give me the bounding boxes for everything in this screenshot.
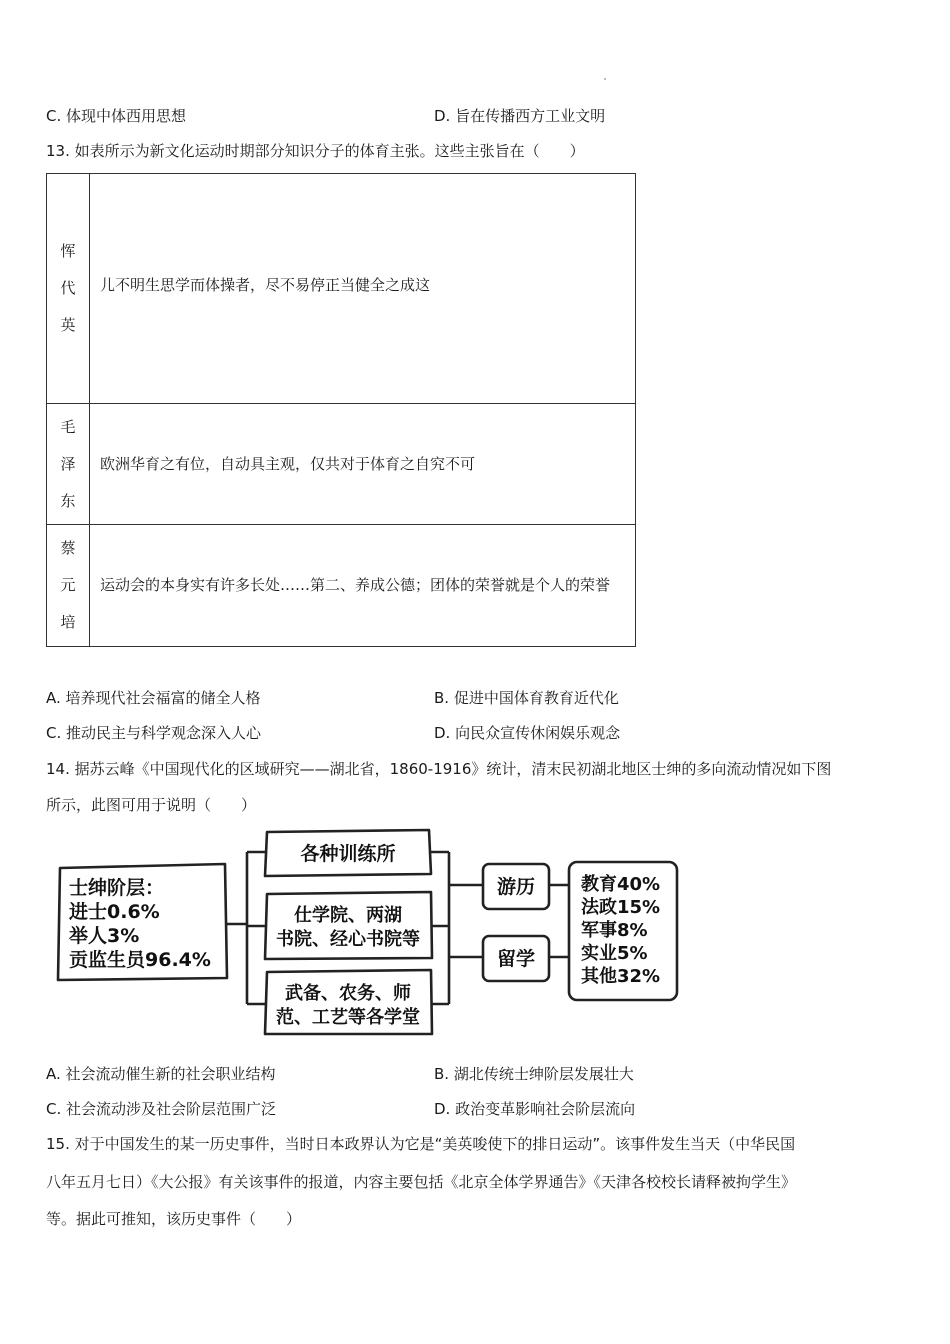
connector-line [549,885,569,957]
gentry-item: 举人3% [69,925,140,947]
outcome-item: 实业5% [581,943,648,964]
q14-option-d[interactable]: D. 政治变革影响社会阶层流向 [434,1100,636,1118]
q12-option-c[interactable]: C. 体现中体西用思想 [46,107,187,125]
q14-stem-line2: 所示，此图可用于说明（ ） [46,796,257,814]
q14-option-b[interactable]: B. 湖北传统士绅阶层发展壮大 [434,1065,634,1083]
q15-stem-line1: 15. 对于中国发生的某一历史事件，当时日本政界认为它是“美英唆使下的排日运动”。该事件发生当天（中华民国 [46,1135,796,1153]
path-1-label: 游历 [496,876,536,898]
school-1-label: 各种训练所 [300,843,396,865]
person-name: 恽 代 英 [47,174,90,404]
outcome-item: 其他32% [581,966,661,987]
gentry-item: 进士0.6% [69,901,160,923]
q13-option-a[interactable]: A. 培养现代社会福富的储全人格 [46,689,261,707]
bracket-ticks [247,852,265,1004]
q13-option-c[interactable]: C. 推动民主与科学观念深入人心 [46,724,262,742]
q14-option-c[interactable]: C. 社会流动涉及社会阶层范围广泛 [46,1100,277,1118]
person-claim: 儿不明生思学而体操者，尽不易停正当健全之成这 [90,174,636,404]
gentry-item: 贡监生员96.4% [69,949,211,971]
school-2-label: 仕学院、两湖 [294,905,402,926]
q14-option-a[interactable]: A. 社会流动催生新的社会职业结构 [46,1065,276,1083]
table-row [47,404,636,525]
table-row [47,174,636,404]
q14-stem-line1: 14. 据苏云峰《中国现代化的区域研究——湖北省，1860-1916》统计，清末民初湖北地区士绅的多向流动情况如下图 [46,760,832,778]
table-row [47,525,636,647]
person-claim: 运动会的本身实有许多长处……第二、养成公德；团体的荣誉就是个人的荣誉 [90,525,636,647]
scan-speck [604,78,606,80]
gentry-flow-diagram [55,828,685,1036]
q13-option-b[interactable]: B. 促进中国体育教育近代化 [434,689,619,707]
outcome-item: 军事8% [581,920,648,941]
q13-stem: 13. 如表所示为新文化运动时期部分知识分子的体育主张。这些主张旨在（ ） [46,142,585,160]
q12-option-d[interactable]: D. 旨在传播西方工业文明 [434,107,606,125]
bracket-ticks-right [431,852,449,1004]
path-2-label: 留学 [496,948,536,970]
school-3-label: 范、工艺等各学堂 [276,1007,420,1028]
outcome-item: 法政15% [581,897,661,918]
outcome-item: 教育40% [581,874,661,895]
person-name: 蔡 元 培 [47,525,90,647]
school-2-label: 书院、经心书院等 [276,929,420,950]
gentry-title: 士绅阶层： [69,877,165,899]
q15-stem-line2: 八年五月七日）《大公报》有关该事件的报道，内容主要包括《北京全体学界通告》《天津各校校长请释被拘学生》 [46,1173,797,1191]
person-name: 毛 泽 东 [47,404,90,525]
q15-stem-line3: 等。据此可推知，该历史事件（ ） [46,1210,302,1228]
q13-option-d[interactable]: D. 向民众宣传休闲娱乐观念 [434,724,621,742]
connector-line [449,885,483,957]
q13-table [46,173,636,647]
school-3-label: 武备、农务、师 [285,983,411,1004]
person-claim: 欧洲华育之有位，自动具主观，仅共对于体育之自究不可 [90,404,636,525]
